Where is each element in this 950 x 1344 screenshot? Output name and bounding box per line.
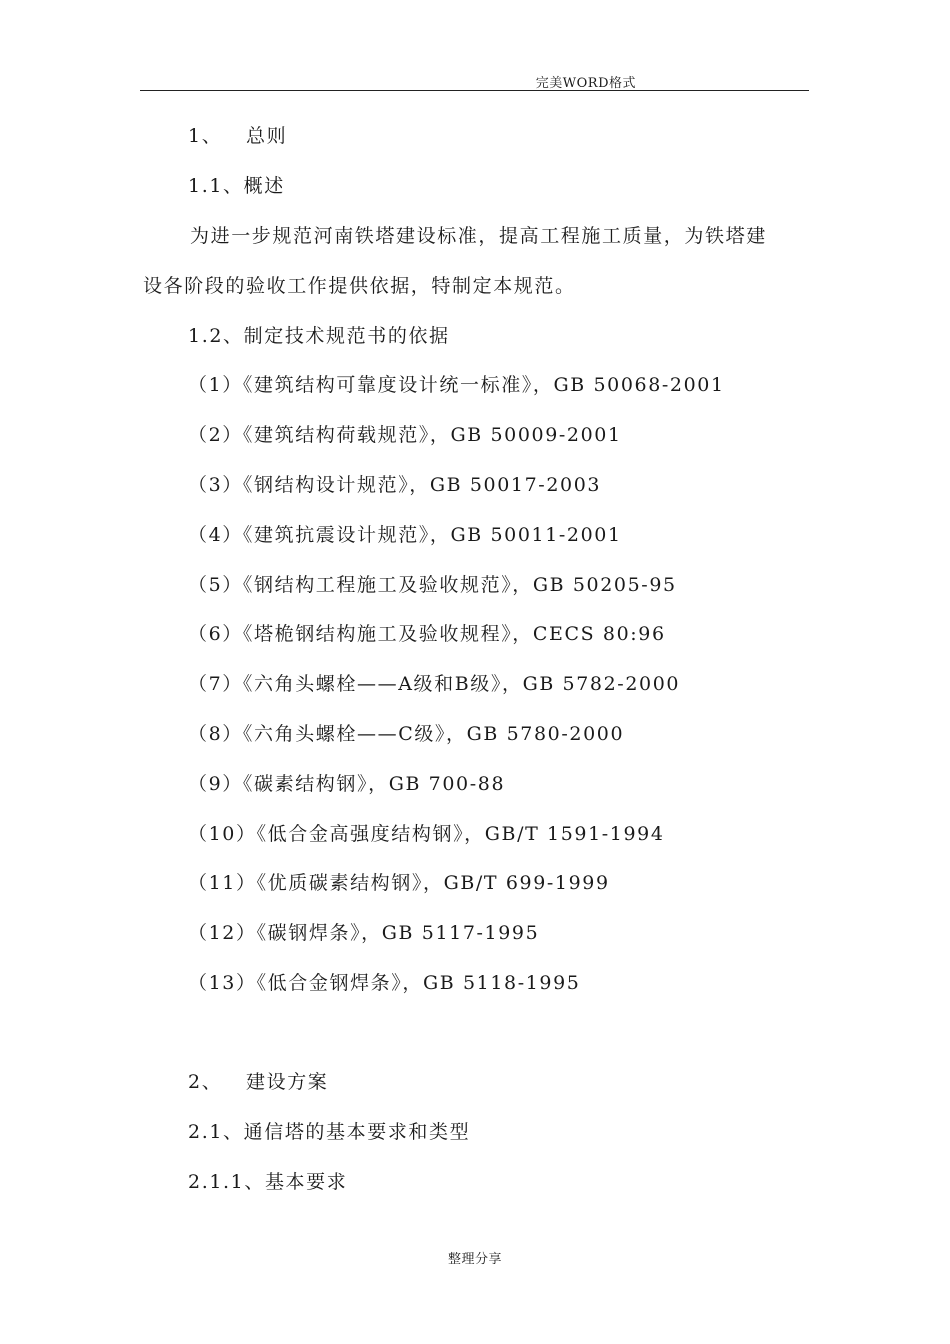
reference-item: （3）《钢结构设计规范》，GB 50017-2003	[188, 474, 602, 496]
paragraph-line: 设各阶段的验收工作提供依据，特制定本规范。	[143, 275, 576, 297]
reference-item: （13）《低合金钢焊条》，GB 5118-1995	[188, 972, 581, 994]
section-2-1-heading: 2.1、通信塔的基本要求和类型	[188, 1121, 471, 1143]
reference-item: （9）《碳素结构钢》，GB 700-88	[188, 773, 506, 795]
section-number: 1、	[188, 125, 223, 147]
page-footer: 整理分享	[447, 1252, 502, 1267]
reference-item: （5）《钢结构工程施工及验收规范》，GB 50205-95	[188, 574, 677, 596]
section-2-1-1-heading: 2.1.1、基本要求	[188, 1171, 348, 1193]
paragraph-line: 为进一步规范河南铁塔建设标准，提高工程施工质量，为铁塔建	[190, 225, 767, 247]
reference-item: （1）《建筑结构可靠度设计统一标准》，GB 50068-2001	[188, 374, 725, 396]
page-header	[140, 70, 809, 91]
reference-item: （8）《六角头螺栓——C级》，GB 5780-2000	[188, 723, 625, 745]
section-title: 总则	[246, 125, 288, 147]
header-text: 完美WORD格式	[535, 76, 636, 91]
reference-item: （12）《碳钢焊条》，GB 5117-1995	[188, 922, 540, 944]
section-number: 2、	[188, 1071, 223, 1093]
reference-item: （4）《建筑抗震设计规范》，GB 50011-2001	[188, 524, 622, 546]
section-2-heading	[188, 1070, 328, 1094]
reference-item: （11）《优质碳素结构钢》，GB/T 699-1999	[188, 872, 610, 894]
section-1-heading	[188, 124, 287, 148]
section-title: 建设方案	[246, 1071, 329, 1093]
reference-item: （7）《六角头螺栓——A级和B级》，GB 5782-2000	[188, 673, 681, 695]
reference-item: （6）《塔桅钢结构施工及验收规程》，CECS 80:96	[188, 623, 666, 645]
section-1-2-heading: 1.2、制定技术规范书的依据	[188, 325, 450, 347]
reference-item: （2）《建筑结构荷载规范》，GB 50009-2001	[188, 424, 622, 446]
section-1-1-heading: 1.1、概述	[188, 175, 285, 197]
reference-item: （10）《低合金高强度结构钢》，GB/T 1591-1994	[188, 823, 665, 845]
